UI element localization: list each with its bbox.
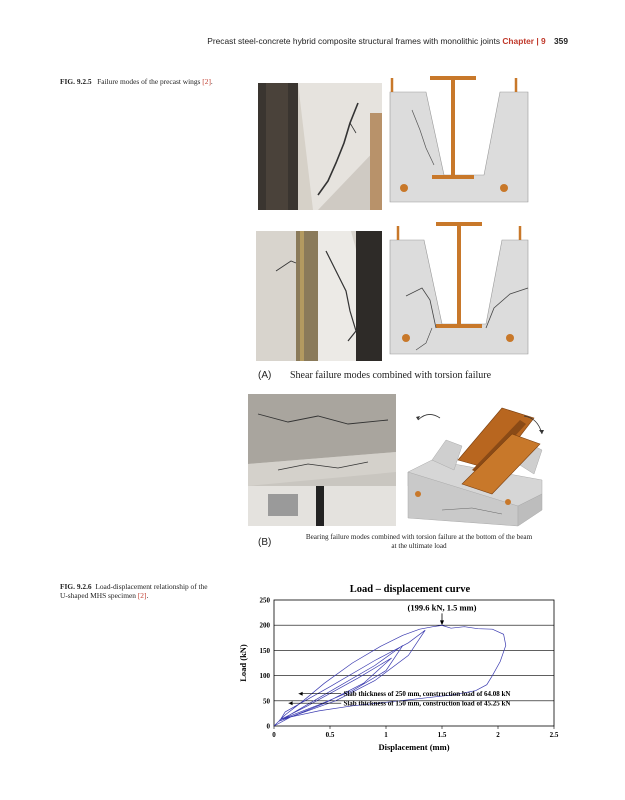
fig2-caption-line1: Load-displacement relationship of the — [95, 582, 208, 591]
fig2-ref-end: . — [146, 591, 149, 600]
annotation-label: Slab thickness of 150 mm, construction load of 45.25 kN — [343, 699, 511, 708]
photo-wing-crack-2 — [256, 231, 382, 361]
fig2-ref[interactable]: [2] — [137, 591, 147, 600]
fig2-caption-line2: U-shaped MHS specimen — [60, 591, 136, 600]
photo-wing-crack-1 — [258, 83, 382, 210]
x-axis-label: Displacement (mm) — [378, 742, 450, 752]
fig1-caption — [60, 77, 260, 86]
diagram-u-section-1 — [386, 70, 532, 212]
panel-a-caption: Shear failure modes combined with torsion failure — [290, 370, 492, 381]
diagram-isometric-beam — [402, 390, 552, 528]
x-ticks — [272, 726, 559, 739]
y-tick-label: 250 — [259, 596, 270, 605]
panel-a-label: (A) — [258, 370, 272, 381]
annotation-arrowhead — [289, 701, 293, 705]
panel-b-caption-line2: at the ultimate load — [391, 542, 447, 550]
y-tick-label: 50 — [263, 697, 270, 706]
load-displacement-chart — [236, 578, 566, 756]
y-tick-label: 100 — [259, 672, 270, 681]
x-tick-label: 1 — [384, 731, 388, 739]
x-tick-label: 2.5 — [549, 731, 559, 739]
peak-arrowhead — [440, 620, 444, 625]
panel-b-label: (B) — [258, 537, 272, 548]
y-tick-label: 150 — [259, 646, 270, 655]
panel-b-caption-line1: Bearing failure modes combined with torsion failure at the bottom of the beam — [305, 533, 533, 541]
fig1-caption-text: Failure modes of the precast wings — [97, 77, 201, 86]
annotation-arrowhead — [299, 692, 303, 696]
fig1-ref[interactable]: [2] — [202, 77, 211, 86]
x-tick-label: 0.5 — [325, 731, 335, 739]
y-axis-label: Load (kN) — [238, 644, 248, 682]
chart-annotations — [289, 690, 511, 707]
x-tick-label: 1.5 — [437, 731, 447, 739]
x-tick-label: 2 — [496, 731, 500, 739]
fig2-label: FIG. 9.2.6 — [60, 582, 92, 591]
fig1-ref-end: . — [210, 77, 213, 86]
y-tick-label: 0 — [266, 722, 270, 731]
photo-beam-bottom — [248, 394, 396, 526]
x-tick-label: 0 — [272, 731, 276, 739]
running-header — [60, 36, 568, 46]
annotation-label: Slab thickness of 250 mm, construction load of 64.08 kN — [343, 690, 511, 699]
peak-annotation — [408, 602, 477, 625]
fig1-label: FIG. 9.2.5 — [60, 77, 92, 86]
panel-b-caption — [284, 533, 554, 551]
page-number: 359 — [554, 36, 568, 46]
chapter-label: Chapter | 9 — [502, 36, 546, 46]
chart-title: Load – displacement curve — [349, 584, 471, 595]
fig2-caption — [60, 582, 250, 600]
peak-label: (199.6 kN, 1.5 mm) — [407, 602, 477, 613]
running-title: Precast steel-concrete hybrid composite structural frames with monolithic joints — [207, 36, 501, 46]
diagram-u-section-2 — [386, 218, 532, 362]
y-ticks — [260, 597, 271, 731]
y-tick-label: 200 — [259, 621, 270, 630]
